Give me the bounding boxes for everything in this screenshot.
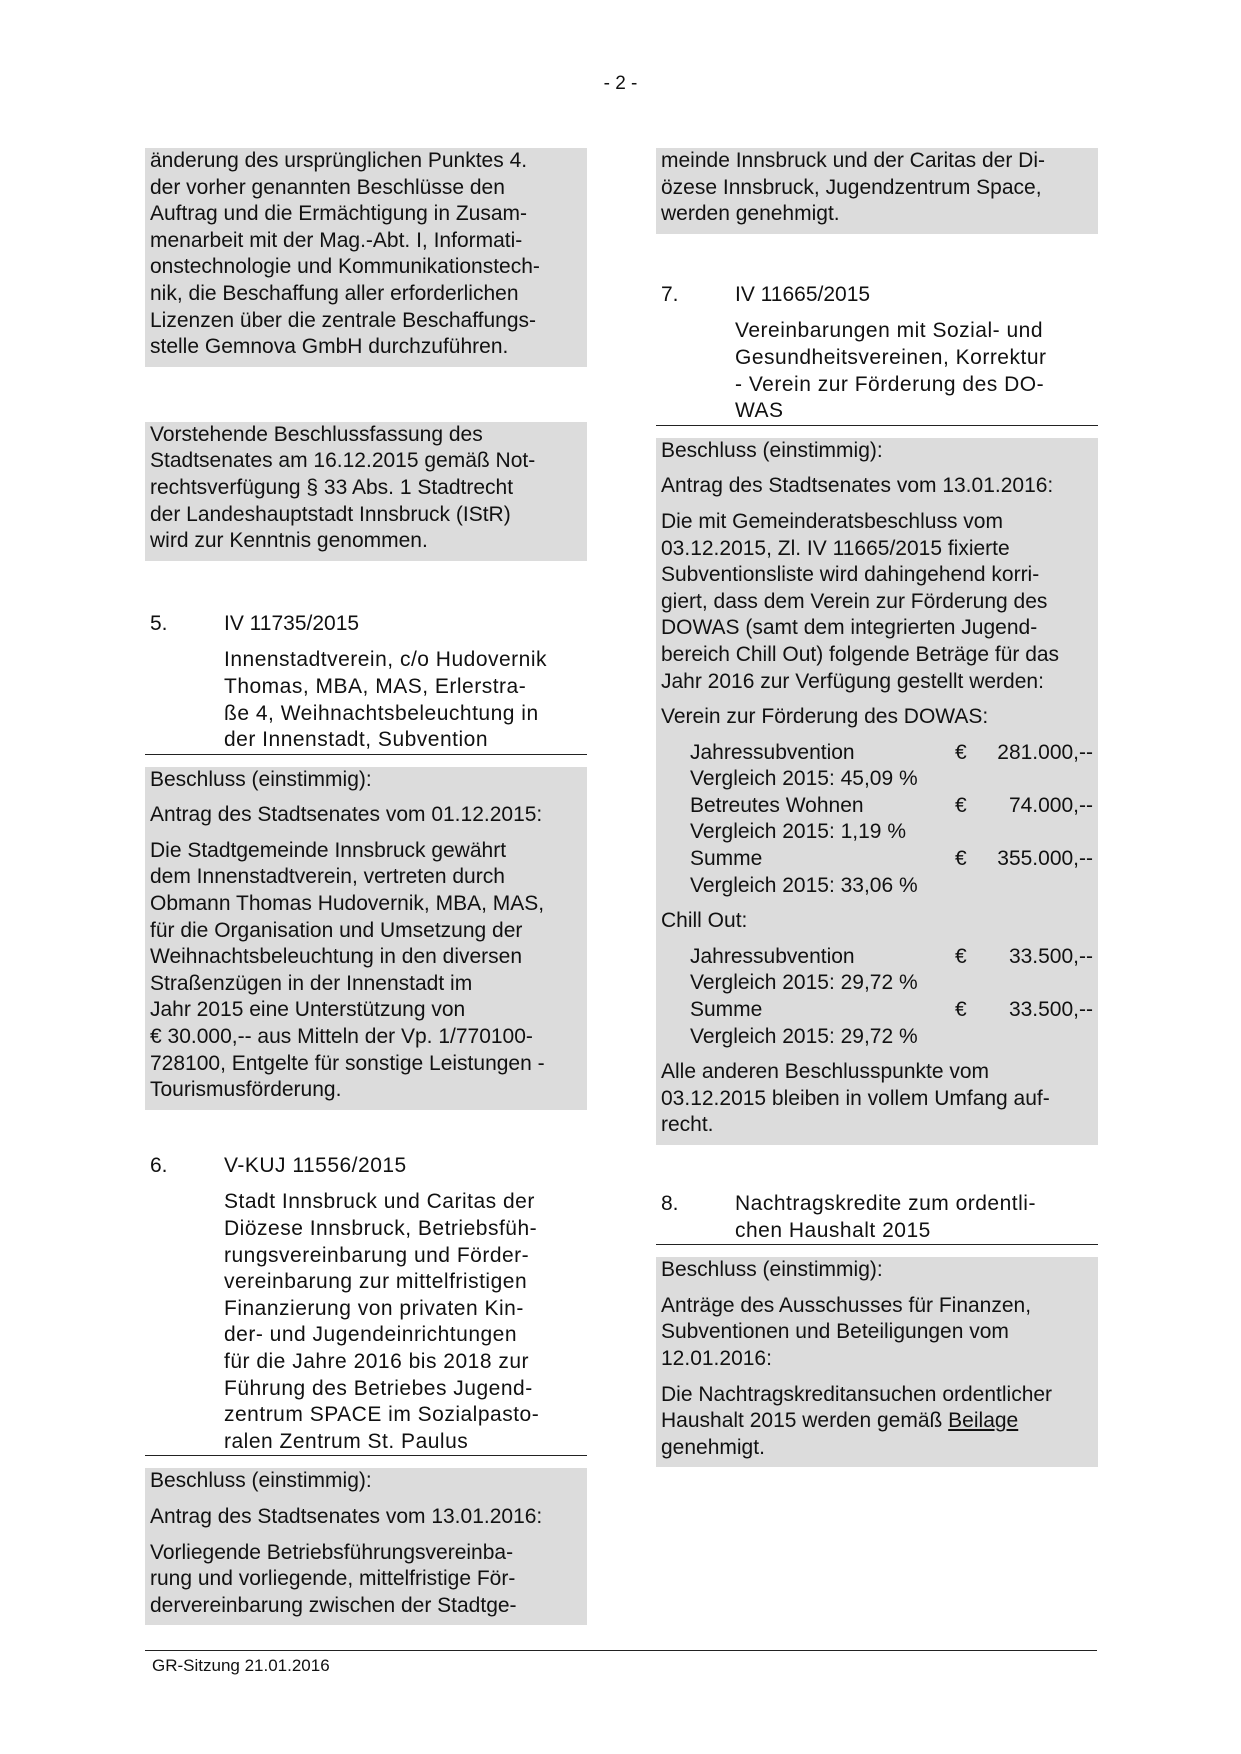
title-line: chen Haushalt 2015 bbox=[735, 1218, 931, 1242]
text-line: dem Innenstadtverein, vertreten durch bbox=[150, 865, 505, 889]
title-line: vereinbarung zur mittelfristigen bbox=[224, 1270, 528, 1294]
title-line: der- und Jugendeinrichtungen bbox=[224, 1323, 518, 1347]
text-line: Alle anderen Beschlusspunkte vom bbox=[661, 1060, 990, 1084]
resolution-box-6 bbox=[145, 1468, 587, 1625]
amount-row bbox=[661, 846, 1093, 873]
text-line: Subventionen und Beteiligungen vom bbox=[661, 1320, 1009, 1344]
text-line: özese Innsbruck, Jugendzentrum Space, bbox=[661, 175, 1042, 199]
amount-label: Summe bbox=[690, 847, 763, 871]
text-line: Die Stadtgemeinde Innsbruck gewährt bbox=[150, 838, 507, 862]
text-line: rechtsverfügung § 33 Abs. 1 Stadtrecht bbox=[150, 475, 514, 499]
amount-row bbox=[661, 944, 1093, 971]
text-line: Straßenzügen in der Innenstadt im bbox=[150, 971, 473, 995]
motion-label: Antrag des Stadtsenates vom 13.01.2016: bbox=[661, 474, 1054, 498]
right-column bbox=[656, 148, 1098, 1467]
text-line: Vorstehende Beschlussfassung des bbox=[150, 422, 483, 446]
text-line: wird zur Kenntnis genommen. bbox=[150, 529, 428, 553]
text-line: nik, die Beschaffung aller erforderlichen bbox=[150, 281, 519, 305]
title-line: Diözese Innsbruck, Betriebsfüh- bbox=[224, 1217, 538, 1240]
text-line: für die Organisation und Umsetzung der bbox=[150, 918, 523, 942]
text-line: bereich Chill Out) folgende Beträge für das bbox=[661, 642, 1060, 666]
amount-label: Betreutes Wohnen bbox=[690, 793, 864, 817]
text-line: menarbeit mit der Mag.-Abt. I, Informati- bbox=[150, 228, 523, 252]
title-line: Vereinbarungen mit Sozial- und bbox=[735, 319, 1044, 343]
title-line: Führung des Betriebes Jugend- bbox=[224, 1376, 533, 1400]
text-line: dervereinbarung zwischen der Stadtge- bbox=[150, 1593, 517, 1617]
text-line: Die mit Gemeinderatsbeschluss vom bbox=[661, 509, 1003, 533]
text-line: änderung des ursprünglichen Punktes 4. bbox=[150, 149, 528, 172]
title-line: rungsvereinbarung und Förder- bbox=[224, 1243, 530, 1267]
footer-divider bbox=[145, 1650, 1097, 1651]
title-line: der Innenstadt, Subvention bbox=[224, 728, 489, 752]
text-line: genehmigt. bbox=[661, 1435, 765, 1459]
text-line: rung und vorliegende, mittelfristige För- bbox=[150, 1567, 516, 1591]
amount-label: Jahressubvention bbox=[690, 944, 855, 968]
text-line bbox=[661, 1408, 1093, 1435]
comparison-line: Vergleich 2015: 1,19 % bbox=[690, 820, 906, 844]
item-title bbox=[735, 318, 1093, 424]
comparison-line: Vergleich 2015: 45,09 % bbox=[690, 767, 918, 791]
decision-label: Beschluss (einstimmig): bbox=[661, 1258, 883, 1282]
text-line: recht. bbox=[661, 1113, 714, 1137]
amount-row bbox=[661, 740, 1093, 767]
text-line: Stadtsenates am 16.12.2015 gemäß Not- bbox=[150, 449, 536, 473]
decision-label: Beschluss (einstimmig): bbox=[150, 1469, 372, 1493]
title-line: ße 4, Weihnachtsbeleuchtung in bbox=[224, 701, 539, 725]
text-line: der Landeshauptstadt Innsbruck (IStR) bbox=[150, 502, 511, 526]
decision-label: Beschluss (einstimmig): bbox=[150, 767, 372, 791]
text-line: 03.12.2015, Zl. IV 11665/2015 fixierte bbox=[661, 536, 1010, 560]
item-number: 6. bbox=[150, 1153, 168, 1177]
text-line: € 30.000,-- aus Mitteln der Vp. 1/770100- bbox=[150, 1025, 533, 1049]
amount-value: 281.000,-- bbox=[997, 740, 1093, 764]
title-line: Finanzierung von privaten Kin- bbox=[224, 1296, 524, 1320]
group-title: Chill Out: bbox=[661, 909, 748, 933]
title-line: ralen Zentrum St. Paulus bbox=[224, 1429, 469, 1453]
title-line: zentrum SPACE im Sozialpasto- bbox=[224, 1403, 540, 1427]
resolution-box-7 bbox=[656, 438, 1098, 1145]
amount-label: Summe bbox=[690, 998, 763, 1022]
title-line: Nachtragskredite zum ordentli- bbox=[735, 1192, 1036, 1215]
currency-symbol: € bbox=[955, 944, 967, 968]
decision-label: Beschluss (einstimmig): bbox=[661, 438, 883, 462]
motion-label: Antrag des Stadtsenates vom 13.01.2016: bbox=[150, 1504, 543, 1528]
text-line: Tourismusförderung. bbox=[150, 1078, 342, 1102]
title-line: Innenstadtverein, c/o Hudovernik bbox=[224, 648, 548, 672]
text-line: onstechnologie und Kommunikationstech- bbox=[150, 255, 540, 279]
amount-list-dowas bbox=[661, 731, 1093, 900]
currency-symbol: € bbox=[955, 793, 967, 817]
currency-symbol: € bbox=[955, 740, 967, 764]
text-fragment: Haushalt 2015 werden gemäß bbox=[661, 1409, 949, 1433]
text-line: Vorliegende Betriebsführungsvereinba- bbox=[150, 1540, 514, 1564]
text-line: Anträge des Ausschusses für Finanzen, bbox=[661, 1293, 1032, 1317]
notice-box bbox=[145, 422, 587, 561]
motion-label: Antrag des Stadtsenates vom 01.12.2015: bbox=[150, 803, 543, 827]
agenda-item-7 bbox=[656, 282, 1098, 426]
title-line: Stadt Innsbruck und Caritas der bbox=[224, 1190, 535, 1214]
item-number: 7. bbox=[661, 282, 679, 306]
amount-value: 74.000,-- bbox=[1008, 793, 1093, 817]
amount-value: 355.000,-- bbox=[997, 847, 1093, 871]
item-number: 5. bbox=[150, 611, 168, 635]
amount-row bbox=[661, 793, 1093, 820]
text-line: Jahr 2016 zur Verfügung gestellt werden: bbox=[661, 669, 1044, 693]
text-line: Auftrag und die Ermächtigung in Zusam- bbox=[150, 202, 528, 226]
title-line: Thomas, MBA, MAS, Erlerstra- bbox=[224, 674, 527, 698]
resolution-box-8 bbox=[656, 1257, 1098, 1467]
text-line: giert, dass dem Verein zur Förderung des bbox=[661, 589, 1048, 613]
agenda-item-6 bbox=[145, 1153, 587, 1457]
item-title bbox=[224, 647, 582, 753]
continued-resolution-box bbox=[656, 148, 1098, 234]
text-line: Obmann Thomas Hudovernik, MBA, MAS, bbox=[150, 892, 545, 916]
amount-label: Jahressubvention bbox=[690, 740, 855, 764]
comparison-line: Vergleich 2015: 29,72 % bbox=[690, 971, 918, 995]
amount-list-chill-out bbox=[661, 935, 1093, 1050]
item-reference: V-KUJ 11556/2015 bbox=[224, 1153, 407, 1177]
amount-value: 33.500,-- bbox=[1008, 998, 1093, 1022]
title-line: für die Jahre 2016 bis 2018 zur bbox=[224, 1349, 530, 1373]
text-line: Weihnachtsbeleuchtung in den diversen bbox=[150, 945, 523, 969]
amount-row bbox=[661, 997, 1093, 1024]
currency-symbol: € bbox=[955, 998, 967, 1022]
left-column bbox=[145, 148, 587, 1625]
text-line: Lizenzen über die zentrale Beschaffungs- bbox=[150, 308, 537, 332]
item-title bbox=[224, 1189, 582, 1455]
title-line: - Verein zur Förderung des DO- bbox=[735, 372, 1045, 396]
agenda-item-5 bbox=[145, 611, 587, 755]
resolution-box-5 bbox=[145, 767, 587, 1110]
text-line: 728100, Entgelte für sonstige Leistungen - bbox=[150, 1051, 545, 1075]
item-number: 8. bbox=[661, 1192, 679, 1215]
agenda-item-8 bbox=[656, 1191, 1098, 1245]
item-title bbox=[735, 1191, 1036, 1244]
text-line: werden genehmigt. bbox=[661, 202, 840, 226]
title-line: WAS bbox=[735, 399, 784, 423]
comparison-line: Vergleich 2015: 29,72 % bbox=[690, 1024, 918, 1048]
continued-resolution-box bbox=[145, 148, 587, 367]
group-title: Verein zur Förderung des DOWAS: bbox=[661, 705, 989, 729]
page-number: - 2 - bbox=[603, 73, 638, 94]
text-line: Die Nachtragskreditansuchen ordentlicher bbox=[661, 1382, 1053, 1406]
text-line: 12.01.2016: bbox=[661, 1346, 772, 1370]
text-line: Subventionsliste wird dahingehend korri- bbox=[661, 563, 1040, 587]
text-line: der vorher genannten Beschlüsse den bbox=[150, 175, 505, 199]
text-line: DOWAS (samt dem integrierten Jugend- bbox=[661, 616, 1038, 640]
item-reference: IV 11665/2015 bbox=[735, 282, 871, 306]
title-line: Gesundheitsvereinen, Korrektur bbox=[735, 345, 1047, 369]
text-line: meinde Innsbruck und der Caritas der Di- bbox=[661, 149, 1046, 172]
text-line: stelle Gemnova GmbH durchzuführen. bbox=[150, 335, 509, 359]
comparison-line: Vergleich 2015: 33,06 % bbox=[690, 873, 918, 897]
amount-value: 33.500,-- bbox=[1008, 944, 1093, 968]
text-line: Jahr 2015 eine Unterstützung von bbox=[150, 998, 466, 1022]
text-line: 03.12.2015 bleiben in vollem Umfang auf- bbox=[661, 1086, 1050, 1110]
attachment-link[interactable]: Beilage bbox=[948, 1409, 1019, 1433]
footer-session-label: GR-Sitzung 21.01.2016 bbox=[152, 1656, 330, 1675]
item-reference: IV 11735/2015 bbox=[224, 611, 360, 635]
currency-symbol: € bbox=[955, 847, 967, 871]
